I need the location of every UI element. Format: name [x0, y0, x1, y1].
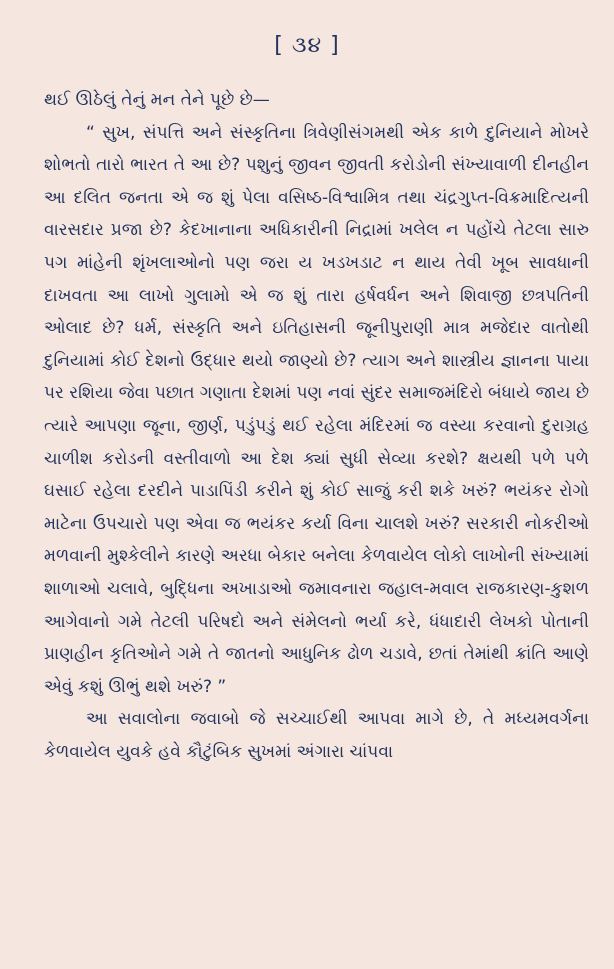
page-number: [ ૩૪ ] — [274, 33, 340, 58]
lead-line: થઈ ઊઠેલું તેનું મન તેને પૂછે છે— — [44, 90, 270, 110]
closing-paragraph: આ સવાલોના જવાબો જે સચ્ચાઈથી આપવા માગે છે, તે મધ્યમવર્ગના કેળવાયેલ યુવકે હવે કૌટુંબિક સુખમાં અંગારા ચાંપવા — [44, 709, 589, 762]
body-text — [44, 84, 589, 768]
quote-paragraph: “ સુખ, સંપત્તિ અને સંસ્કૃતિના ત્રિવેણીસંગમથી એક કાળે દુનિયાને મોખરે શોભતો તારો ભારત તે આ છે? પશુનું જીવન જીવતી કરોડોની સંખ્યાવાળી દીનહીન આ દલિત જનતા એ જ શું પેલા વસિષ્ઠ-વિશ્વામિત્ર તથા ચંદ્રગુપ્ત-વિક્રમાદિત્યની વારસદાર પ્રજા છે? કેદખાનાના અધિકારીની નિદ્રામાં ખલેલ ન પહોંચે તેટલા સારુ પગ માંહેની શૃંખલાઓનો પણ જરા ય ખડખડાટ ન થાય તેવી ખૂબ સાવધાની દાખવતા આ લાખો ગુલામો એ જ શું તારા હર્ષવર્ધન અને શિવાજી છત્રપતિની ઓલાદ છે? ધર્મ, સંસ્કૃતિ અને ઇતિહાસની જૂનીપુરાણી માત્ર મજેદાર વાતોથી દુનિયામાં કોઈ દેશનો ઉદ્ધાર થયો જાણ્યો છે? ત્યાગ અને શાસ્ત્રીય જ્ઞાનના પાયા પર રશિયા જેવા પછાત ગણાતા દેશમાં પણ નવાં સુંદર સમાજમંદિરો બંધાયે જાય છે ત્યારે આપણા જૂના, જીર્ણ, પડુંપડું થઈ રહેલા મંદિરમાં જ વસ્યા કરવાનો દુરાગ્રહ ચાળીશ કરોડની વસ્તીવાળો આ દેશ ક્યાં સુધી સેવ્યા કરશે? ક્ષયથી પળે પળે ઘસાઈ રહેલા દરદીને પાડાપિંડી કરીને શું કોઈ સાજું કરી શકે ખરું? ભયંકર રોગો માટેના ઉપચારો પણ એવા જ ભયંકર કર્યા વિના ચાલશે ખરું? સરકારી નોકરીઓ મળવાની મુશ્કેલીને કારણે અરધા બેકાર બનેલા કેળવાયેલ લોકો લાખોની સંખ્યામાં શાળાઓ ચલાવે, બુદ્ધિના અખાડાઓ જમાવનારા જહાલ-મવાલ રાજકારણ-કુશળ આગેવાનો ગમે તેટલી પરિષદો અને સંમેલનો ભર્યા કરે, ધંધાદારી લેખકો પોતાની પ્રાણહીન કૃતિઓને ગમે તે જાતનો આધુનિક ઢોળ ચડાવે, છતાં તેમાંથી ક્રાંતિ આણે એવું કશું ઊભું થશે ખરું? ” — [44, 122, 589, 697]
